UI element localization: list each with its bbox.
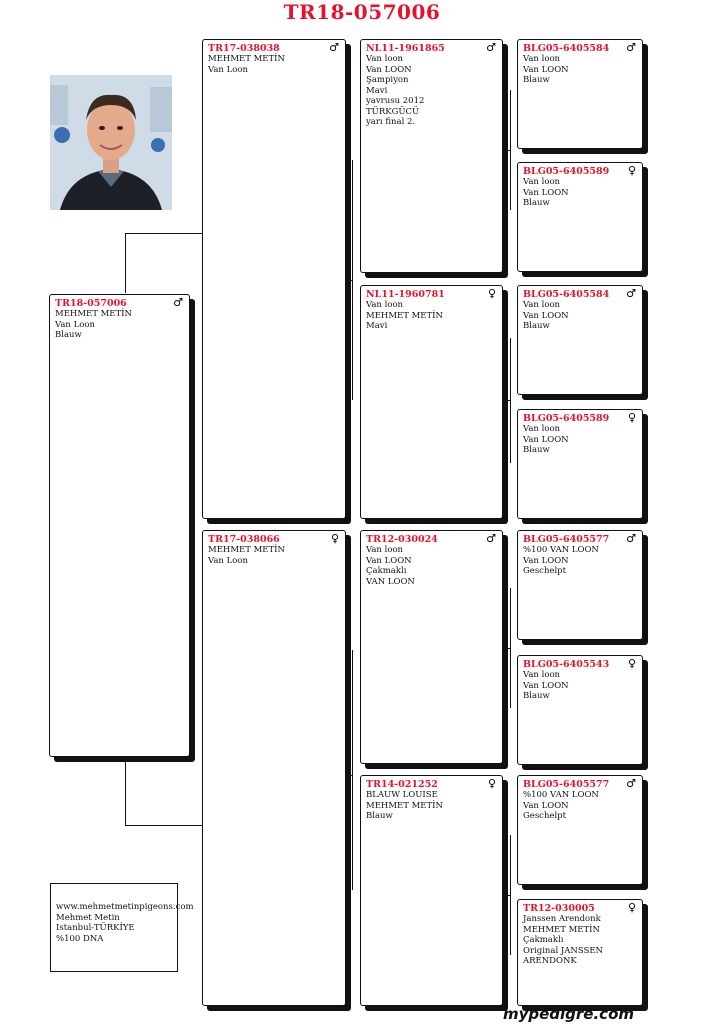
info-line: Van LOON bbox=[523, 187, 569, 198]
info-line: Van LOON bbox=[523, 310, 569, 321]
info-line: TÜRKGÜCÜ bbox=[366, 106, 420, 117]
pigeon-card-dam-dam[interactable] bbox=[360, 775, 503, 1006]
info-line: Van loon bbox=[523, 54, 561, 64]
pigeon-card-sire-sire[interactable] bbox=[360, 39, 503, 273]
info-line: Blauw bbox=[366, 811, 393, 821]
info-line: MEHMET METİN bbox=[523, 924, 600, 935]
connector-line bbox=[503, 648, 511, 649]
female-icon: ♀ bbox=[627, 411, 636, 424]
owner-line: MEHMET METİN bbox=[208, 54, 285, 64]
strain-line: Van Loon bbox=[208, 64, 248, 75]
ring-number: BLG05-6405577 bbox=[523, 779, 610, 790]
ring-number: NL11-1960781 bbox=[366, 289, 445, 300]
ring-number: TR14-021252 bbox=[366, 779, 438, 790]
portrait-image bbox=[50, 75, 172, 210]
pigeon-card-dds[interactable] bbox=[517, 775, 643, 885]
info-line: Çakmaklı bbox=[523, 935, 564, 945]
connector-line bbox=[503, 150, 511, 151]
breeder-photo bbox=[50, 75, 172, 210]
pigeon-card-ssd[interactable] bbox=[517, 162, 643, 272]
owner-line: MEHMET METİN bbox=[208, 545, 285, 555]
breeder-info-box bbox=[50, 883, 194, 972]
connector-line bbox=[125, 233, 203, 234]
male-icon: ♂ bbox=[329, 41, 339, 54]
info-line: %100 VAN LOON bbox=[523, 545, 599, 555]
pigeon-card-sds[interactable] bbox=[517, 285, 643, 395]
info-line: Blauw bbox=[523, 198, 550, 208]
ring-number: BLG05-6405589 bbox=[523, 413, 610, 424]
info-line: Blauw bbox=[523, 445, 550, 455]
info-line: Blauw bbox=[523, 321, 550, 331]
ring-number: TR12-030024 bbox=[366, 534, 438, 545]
connector-line bbox=[125, 825, 203, 826]
connector-line bbox=[346, 280, 353, 281]
pigeon-card-dam[interactable] bbox=[202, 530, 346, 1006]
info-line: MEHMET METİN bbox=[366, 800, 443, 811]
info-line: Geschelpt bbox=[523, 811, 567, 821]
ring-number: TR17-038066 bbox=[208, 534, 280, 545]
pigeon-card-sdd[interactable] bbox=[517, 409, 643, 519]
ring-number: BLG05-6405584 bbox=[523, 289, 610, 300]
ring-number: NL11-1961865 bbox=[366, 43, 445, 54]
connector-line bbox=[346, 775, 353, 776]
female-icon: ♀ bbox=[627, 164, 636, 177]
info-line: Van loon bbox=[366, 300, 404, 310]
pigeon-card-sss[interactable] bbox=[517, 39, 643, 149]
info-line: Original JANSSEN bbox=[523, 945, 603, 956]
strain-line: Van Loon bbox=[55, 319, 95, 330]
pigeon-card-dsd[interactable] bbox=[517, 655, 643, 765]
info-line: Van loon bbox=[523, 300, 561, 310]
ring-number: TR17-038038 bbox=[208, 43, 280, 54]
info-line: Mavi bbox=[366, 321, 388, 331]
ring-number: BLG05-6405589 bbox=[523, 166, 610, 177]
info-line: yavrusu 2012 bbox=[366, 96, 425, 106]
breeder-note: %100 DNA bbox=[56, 933, 104, 944]
info-line: yarı final 2. bbox=[366, 117, 416, 127]
connector-line bbox=[503, 400, 511, 401]
pigeon-card-dss[interactable] bbox=[517, 530, 643, 640]
owner-line: MEHMET METİN bbox=[55, 309, 132, 319]
info-line: ARENDONK bbox=[523, 956, 577, 966]
female-icon: ♀ bbox=[627, 657, 636, 670]
ring-number: BLG05-6405543 bbox=[523, 659, 610, 670]
male-icon: ♂ bbox=[626, 532, 636, 545]
info-line: Van LOON bbox=[523, 64, 569, 75]
info-line: Van loon bbox=[523, 424, 561, 434]
female-icon: ♀ bbox=[627, 901, 636, 914]
info-line: Van LOON bbox=[523, 680, 569, 691]
info-line: Van LOON bbox=[523, 555, 569, 566]
connector-line bbox=[125, 233, 126, 293]
pigeon-card-ddd[interactable] bbox=[517, 899, 643, 1006]
info-line: Van loon bbox=[523, 177, 561, 187]
female-icon: ♀ bbox=[487, 287, 496, 300]
pigeon-card-sire[interactable] bbox=[202, 39, 346, 519]
info-line: Van LOON bbox=[366, 64, 412, 75]
watermark-logo: mypedigre.com bbox=[502, 1005, 634, 1023]
pigeon-card-subject[interactable] bbox=[49, 294, 190, 757]
info-line: BLAUW LOUISE bbox=[366, 790, 438, 800]
male-icon: ♂ bbox=[173, 296, 183, 309]
info-line: Blauw bbox=[523, 691, 550, 701]
male-icon: ♂ bbox=[626, 777, 636, 790]
female-icon: ♀ bbox=[330, 532, 339, 545]
ring-number: TR18-057006 bbox=[55, 298, 127, 309]
info-line: %100 VAN LOON bbox=[523, 790, 599, 800]
male-icon: ♂ bbox=[626, 287, 636, 300]
info-line: Çakmaklı bbox=[366, 566, 407, 576]
info-line: Van loon bbox=[523, 670, 561, 680]
male-icon: ♂ bbox=[486, 532, 496, 545]
connector-line bbox=[503, 895, 511, 896]
info-line: Geschelpt bbox=[523, 566, 567, 576]
ring-number: TR12-030005 bbox=[523, 903, 595, 914]
page-title: TR18-057006 bbox=[283, 0, 441, 24]
info-line: Van LOON bbox=[523, 800, 569, 811]
ring-number: BLG05-6405577 bbox=[523, 534, 610, 545]
pigeon-card-dam-sire[interactable] bbox=[360, 530, 503, 764]
info-line: VAN LOON bbox=[366, 576, 415, 587]
breeder-name: Mehmet Metin bbox=[56, 912, 120, 923]
pigeon-card-sire-dam[interactable] bbox=[360, 285, 503, 519]
info-line: MEHMET METİN bbox=[366, 310, 443, 321]
breeder-location: Istanbul-TÜRKİYE bbox=[56, 923, 135, 933]
info-line: Janssen Arendonk bbox=[523, 914, 601, 924]
info-line: Van LOON bbox=[523, 434, 569, 445]
connector-line bbox=[125, 758, 126, 825]
info-line: Van LOON bbox=[366, 555, 412, 566]
info-line: Van loon bbox=[366, 54, 404, 64]
info-line: Şampiyon bbox=[366, 75, 409, 85]
color-line: Blauw bbox=[55, 330, 82, 340]
breeder-website[interactable]: www.mehmetmetinpigeons.com bbox=[56, 902, 194, 912]
connector-line bbox=[352, 650, 353, 890]
male-icon: ♂ bbox=[486, 41, 496, 54]
ring-number: BLG05-6405584 bbox=[523, 43, 610, 54]
male-icon: ♂ bbox=[626, 41, 636, 54]
strain-line: Van Loon bbox=[208, 555, 248, 566]
female-icon: ♀ bbox=[487, 777, 496, 790]
info-line: Mavi bbox=[366, 85, 388, 96]
info-line: Blauw bbox=[523, 75, 550, 85]
info-line: Van loon bbox=[366, 545, 404, 555]
